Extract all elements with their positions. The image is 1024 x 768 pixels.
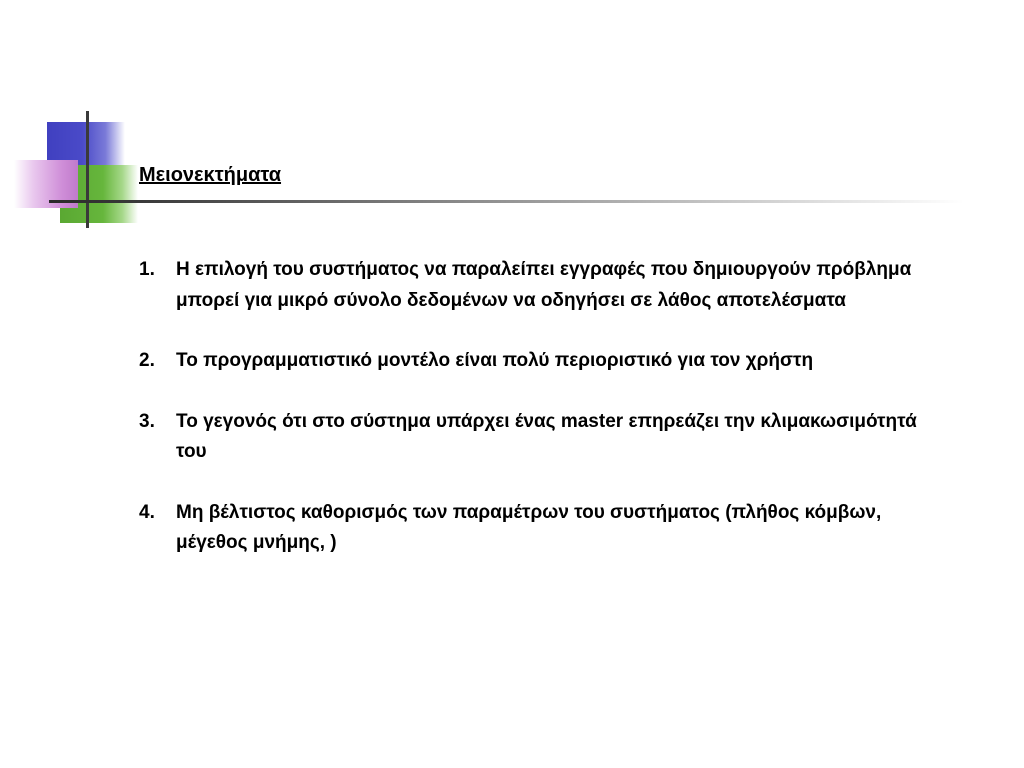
disadvantages-list	[139, 255, 939, 589]
slide-title: Μειονεκτήματα	[139, 164, 282, 186]
list-item	[139, 498, 939, 559]
list-item-number: 3.	[139, 410, 155, 432]
title-divider-line	[49, 200, 964, 203]
list-item	[139, 407, 939, 468]
list-item-number: 4.	[139, 501, 155, 523]
list-item-text: Η επιλογή του συστήματος να παραλείπει εγγραφές που δημιουργούν πρόβλημα μπορεί για μικρό σύνολο δεδομένων να οδηγήσει σε λάθος αποτελέσματα	[176, 259, 912, 311]
list-item-number: 2.	[139, 350, 155, 371]
list-item-text: Το γεγονός ότι στο σύστημα υπάρχει ένας master επηρεάζει την κλιμακωσιμότητά του	[176, 410, 917, 462]
list-item	[139, 255, 939, 316]
list-item-number: 1.	[139, 259, 155, 280]
decor-vertical-line	[86, 111, 89, 228]
list-item	[139, 346, 939, 377]
list-item-text: Μη βέλτιστος καθορισμός των παραμέτρων του συστήματος (πλήθος κόμβων, μέγεθος μνήμης, )	[176, 501, 882, 553]
list-item-text: Το προγραμματιστικό μοντέλο είναι πολύ περιοριστικό για τον χρήστη	[176, 350, 814, 371]
